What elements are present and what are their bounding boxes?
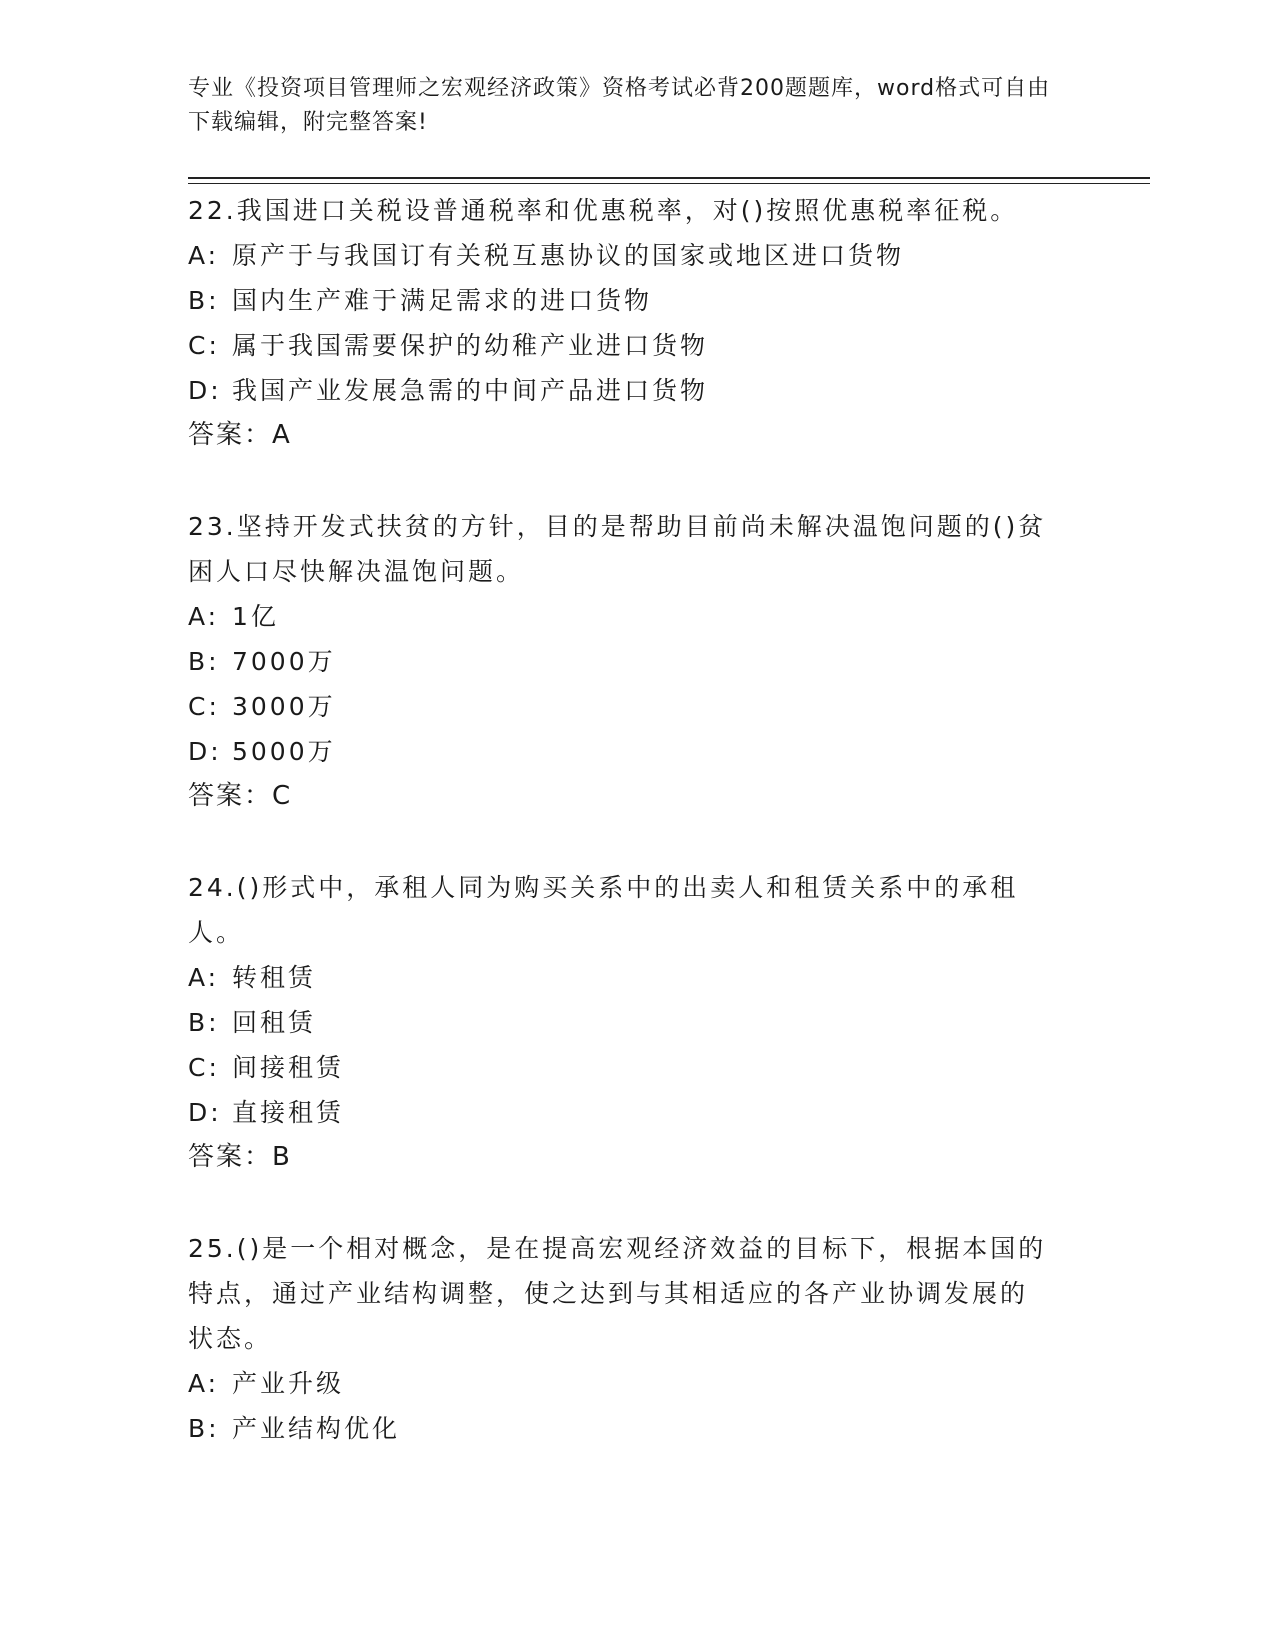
question-stem: 24.()形式中，承租人同为购买关系中的出卖人和租赁关系中的承租人。 bbox=[188, 873, 1019, 947]
answer-line: 答案：C bbox=[188, 781, 293, 811]
option-letter: D: bbox=[188, 376, 222, 405]
answer-line: 答案：B bbox=[188, 1142, 292, 1172]
option-text: 1亿 bbox=[232, 602, 279, 631]
option-text: 属于我国需要保护的幼稚产业进口货物 bbox=[232, 331, 709, 360]
option-letter: A: bbox=[188, 963, 220, 992]
answer-line: 答案：A bbox=[188, 420, 292, 450]
option-text: 产业结构优化 bbox=[232, 1414, 401, 1443]
option-text: 转租赁 bbox=[232, 963, 317, 992]
option-d bbox=[188, 729, 1088, 774]
option-c bbox=[188, 684, 1088, 729]
question-23 bbox=[188, 504, 1088, 819]
option-letter: B: bbox=[188, 286, 220, 315]
question-list bbox=[188, 188, 1088, 1497]
option-a bbox=[188, 233, 1088, 278]
header-rule-thin bbox=[188, 183, 1150, 184]
option-text: 回租赁 bbox=[232, 1008, 317, 1037]
option-d bbox=[188, 1090, 1088, 1135]
option-a bbox=[188, 1361, 1088, 1406]
option-text: 5000万 bbox=[232, 737, 336, 766]
option-b bbox=[188, 639, 1088, 684]
option-letter: C: bbox=[188, 1053, 220, 1082]
question-stem: 25.()是一个相对概念，是在提高宏观经济效益的目标下，根据本国的特点，通过产业结构调整，使之达到与其相适应的各产业协调发展的状态。 bbox=[188, 1234, 1047, 1353]
option-letter: C: bbox=[188, 692, 220, 721]
option-letter: D: bbox=[188, 737, 222, 766]
question-24 bbox=[188, 865, 1088, 1180]
question-25 bbox=[188, 1226, 1088, 1451]
option-b bbox=[188, 1406, 1088, 1451]
option-a bbox=[188, 955, 1088, 1000]
option-letter: A: bbox=[188, 602, 220, 631]
option-text: 原产于与我国订有关税互惠协议的国家或地区进口货物 bbox=[232, 241, 905, 270]
option-text: 7000万 bbox=[232, 647, 336, 676]
option-letter: B: bbox=[188, 1008, 220, 1037]
question-22 bbox=[188, 188, 1088, 458]
option-letter: B: bbox=[188, 1414, 220, 1443]
option-b bbox=[188, 1000, 1088, 1045]
question-stem: 23.坚持开发式扶贫的方针，目的是帮助目前尚未解决温饱问题的()贫困人口尽快解决温饱问题。 bbox=[188, 512, 1047, 586]
option-b bbox=[188, 278, 1088, 323]
option-a bbox=[188, 594, 1088, 639]
option-letter: B: bbox=[188, 647, 220, 676]
option-letter: A: bbox=[188, 1369, 220, 1398]
option-text: 间接租赁 bbox=[232, 1053, 345, 1082]
option-letter: D: bbox=[188, 1098, 222, 1127]
header-rule-thick bbox=[188, 177, 1150, 179]
option-letter: A: bbox=[188, 241, 220, 270]
option-text: 我国产业发展急需的中间产品进口货物 bbox=[232, 376, 709, 405]
option-d bbox=[188, 368, 1088, 413]
option-text: 产业升级 bbox=[232, 1369, 345, 1398]
option-c bbox=[188, 323, 1088, 368]
question-stem: 22.我国进口关税设普通税率和优惠税率，对()按照优惠税率征税。 bbox=[188, 196, 1019, 225]
option-text: 3000万 bbox=[232, 692, 336, 721]
option-text: 国内生产难于满足需求的进口货物 bbox=[232, 286, 653, 315]
option-text: 直接租赁 bbox=[232, 1098, 345, 1127]
option-letter: C: bbox=[188, 331, 220, 360]
option-c bbox=[188, 1045, 1088, 1090]
document-header: 专业《投资项目管理师之宏观经济政策》资格考试必背200题题库，word格式可自由下载编辑，附完整答案! bbox=[188, 76, 1051, 135]
